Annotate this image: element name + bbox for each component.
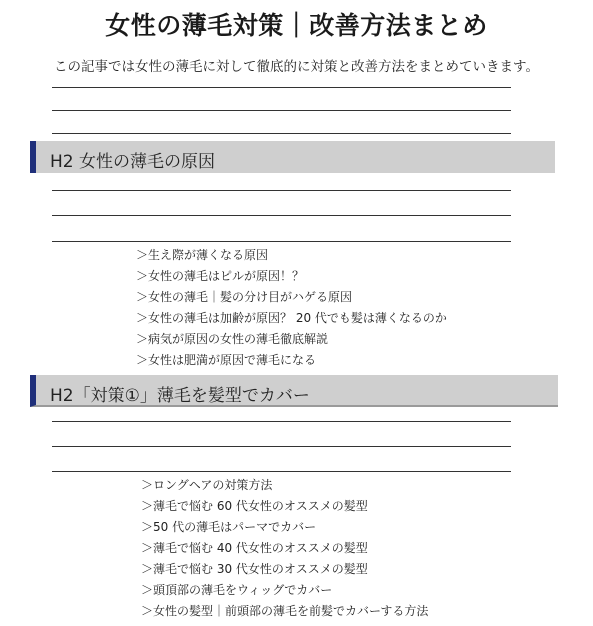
list-item: ＞頭頂部の薄毛をウィッグでカバー	[141, 583, 333, 597]
list-item: ＞生え際が薄くなる原因	[136, 248, 269, 262]
section-heading-text: H2「対策①」薄毛を髪型でカバー	[50, 386, 310, 406]
blank-line	[52, 215, 511, 216]
section-heading-causes	[30, 141, 555, 173]
list-item: ＞女性の薄毛｜髪の分け目がハゲる原因	[136, 290, 353, 304]
intro-text: この記事では女性の薄毛に対して徹底的に対策と改善方法をまとめていきます。	[54, 59, 539, 75]
list-item: ＞ロングヘアの対策方法	[141, 478, 273, 492]
list-item: ＞薄毛で悩む 60 代女性のオススメの髪型	[141, 499, 368, 513]
blank-line	[52, 87, 511, 88]
list-item: ＞女性の薄毛はピルが原因！？	[136, 269, 305, 283]
list-item: ＞薄毛で悩む 30 代女性のオススメの髪型	[141, 562, 368, 576]
blank-line	[52, 471, 511, 472]
list-item: ＞50 代の薄毛はパーマでカバー	[141, 520, 317, 534]
section-heading-text: H2 女性の薄毛の原因	[50, 152, 216, 172]
page-title: 女性の薄毛対策｜改善方法まとめ	[105, 11, 488, 40]
blank-line	[52, 446, 511, 447]
blank-line	[52, 110, 511, 111]
causes-list	[136, 245, 447, 371]
list-item: ＞病気が原因の女性の薄毛徹底解説	[136, 332, 329, 346]
hairstyle-list	[141, 475, 428, 622]
blank-line	[52, 421, 511, 422]
blank-line	[52, 190, 511, 191]
blank-line	[52, 133, 511, 134]
section-heading-hairstyle	[30, 375, 558, 407]
blank-line	[52, 241, 511, 242]
list-item: ＞女性の薄毛は加齢が原因？ 20 代でも髪は薄くなるのか	[136, 311, 447, 325]
list-item: ＞女性は肥満が原因で薄毛になる	[136, 353, 317, 367]
list-item: ＞薄毛で悩む 40 代女性のオススメの髪型	[141, 541, 368, 555]
list-item: ＞女性の髪型｜前頭部の薄毛を前髪でカバーする方法	[141, 604, 429, 618]
